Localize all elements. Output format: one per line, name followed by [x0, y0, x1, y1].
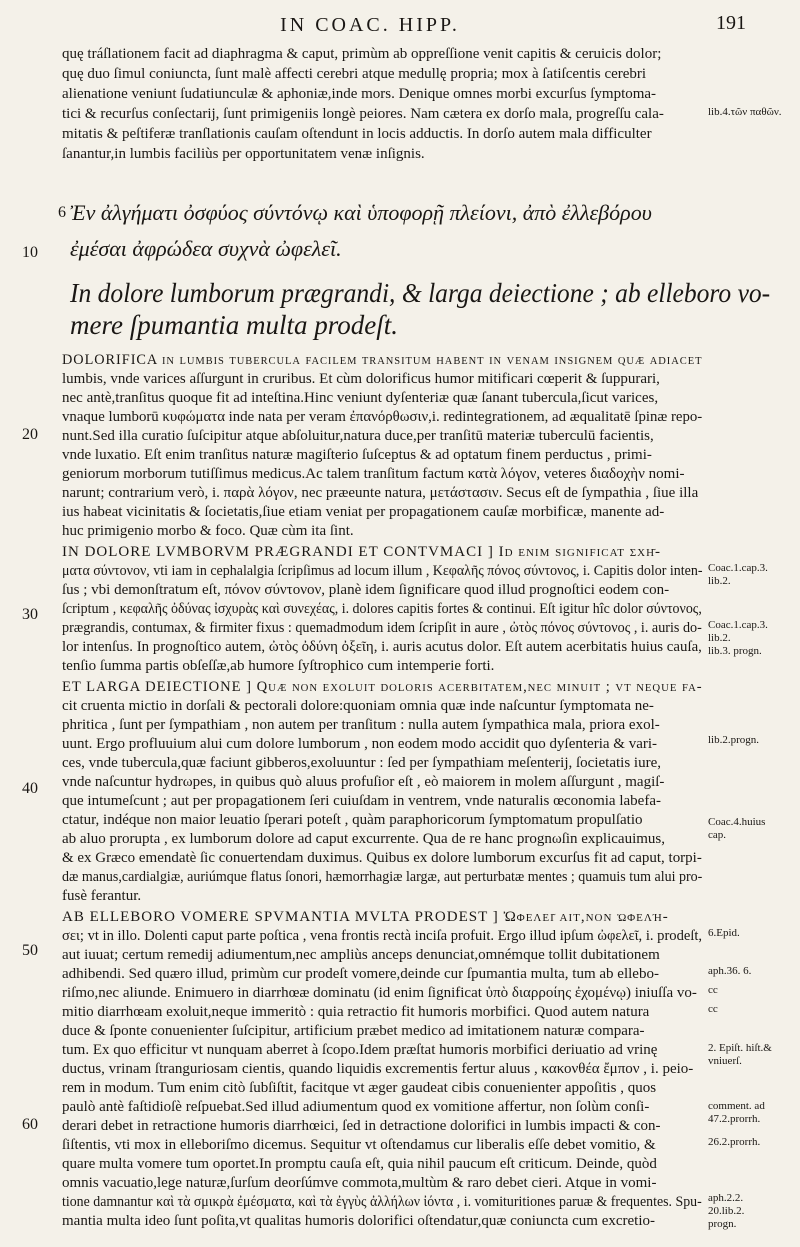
running-head: IN COAC. HIPP. — [280, 14, 460, 36]
text-line: IN DOLORE LVMBORVM PRÆGRANDI ET CONTVMACI ] Id enim ſignificat σχῆ- — [62, 544, 662, 560]
text-line: ces, vnde tubercula,quæ faciunt gibberos,exoluuntur : ſed per ſympathiam meſenterij, ſocietatis iure, — [62, 755, 661, 771]
text-line: ius habeat vicinitatis & ſocietatis,ſiue etiam veniat per propagationem cauſæ morbificæ, manente ad- — [62, 504, 665, 520]
margin-note: cc — [708, 984, 718, 996]
text-line: duce & ſponte conuenienter ſuſcipitur, artificium præbet medico ad imitationem naturæ compara- — [62, 1023, 645, 1039]
aphorism-number: 6 — [58, 204, 66, 221]
text-line: nunt.Sed illa curatio ſuſcipitur atque abſoluitur,natura duce,per tranſitū materiæ tuberculū facientis, — [62, 428, 654, 444]
margin-note: comment. ad — [708, 1100, 765, 1112]
text-line: AB ELLEBORO VOMERE SPVMANTIA MVLTA PRODEST ] Ὠφελεῖ ait,non ὠφελή- — [62, 909, 669, 925]
text-line: quę tráſlationem facit ad diaphragma & caput, primùm ab oppreſſione venit capitis & ceruicis dolor; — [62, 46, 662, 62]
margin-note: 2. Epiſt. hiſt.& — [708, 1042, 772, 1054]
text-line: DOLORIFICA in lumbis tubercula facilem tranſitum habent in venam inſignem quæ adiacet — [62, 352, 703, 368]
text-line: quę duo ſimul coniuncta, ſunt malè affecti cerebri atque medullę propria; mox à ſatiſcentis cerebri — [62, 66, 647, 82]
line-number: 40 — [22, 780, 38, 797]
text-line: nec antè,tranſitus quoque fit ad inteſtina.Hinc veniunt dyſenteriæ quæ ſanant tubercula,ſicut varices, — [62, 390, 659, 406]
text-line: vnde naſcuntur hydrωpes, in quibus quò aluus profuſior eſt , eò maiorem in molem aſſurgunt , magiſ- — [62, 774, 665, 790]
text-line: ab aluo prorupta , ex lumborum dolore ad caput excurrente. Qua de re hanc prognωſin explicauimus, — [62, 831, 666, 847]
text-line: ctatur, indéque non maior leuatio ſperari poteſt , quàm paraphoricorum ſymptomatum propulſatio — [62, 812, 643, 828]
margin-note: vniuerſ. — [708, 1055, 742, 1067]
text-line: alienatione veniunt ſudatiunculæ & aphoniæ,inde mors. Denique omnes morbi excurſus ſymptoma- — [62, 86, 657, 102]
latin-heading-line: In dolore lumborum prægrandi, & larga deiectione ; ab elleboro vo- — [70, 278, 771, 308]
greek-heading-line: Ἐν ἀλγήματι ὀσφύος σύντόνῳ καὶ ὑποφορῇ πλείονι, ἀπὸ ἐλλεβόρου — [70, 200, 652, 225]
margin-note: lib.3. progn. — [708, 645, 762, 657]
text-line: que intumeſcunt ; aut per propagationem ſeri cuiuſdam in ventrem, vnde naturalis œconomia labefa- — [62, 793, 661, 809]
margin-note: lib.2.progn. — [708, 734, 760, 746]
margin-note: lib.2. — [708, 632, 731, 644]
text-line: ματα σύντονον, vti iam in cephalalgia ſcripſimus ad locum illum , Κεφαλῆς πόνος σύντονος, i. Capitis dolor inten- — [62, 563, 703, 579]
text-line: lor intenſus. In prognoſtico autem, ὠτὸς ὀδύνη ὀξεῖη, i. auris acutus dolor. Eſt autem acerbitatis huius cauſa, — [62, 639, 702, 655]
text-line: ductus, vrinam ſtranguriosam cientis, quando liquidis excrementis fertur aluus , κακονθέα ἔμπον , i. peio- — [62, 1061, 694, 1077]
greek-heading-line: ἐμέσαι ἀφρώδεα συχνὰ ὠφελεῖ. — [70, 236, 342, 261]
margin-note: lib.2. — [708, 575, 731, 587]
margin-note: 6.Epid. — [708, 927, 740, 939]
text-line: huc primigenio morbo & foco. Quæ cùm ita ſint. — [62, 523, 354, 539]
text-line: narunt; contrarium verò, i. παρὰ λόγον, nec præeunte natura, μετάστασιν. Secus eſt de ſympathia , ſiue illa — [62, 485, 699, 501]
margin-note: Coac.4.huius — [708, 816, 766, 828]
text-line: fusè ferantur. — [62, 888, 142, 904]
margin-note: aph.36. 6. — [708, 965, 752, 977]
margin-note: 26.2.prorrh. — [708, 1136, 761, 1148]
text-line: ſanantur,in lumbis faciliùs per opportunitatem venæ inſignis. — [62, 146, 425, 162]
text-line: cit cruenta mictio in dorſali & pectorali dolore:quoniam omnia quæ inde naſcuntur ſymptomata ne- — [62, 698, 654, 714]
line-number: 60 — [22, 1116, 38, 1133]
margin-note: Coac.1.cap.3. — [708, 619, 768, 631]
text-line: tione damnantur καὶ τὰ σμικρὰ ἐμέσματα, καὶ τὰ ἐγγὺς ἀλλήλων ἰόντα , i. vomituritiones paruæ & frequentes. Spu- — [62, 1194, 702, 1210]
text-line: ET LARGA DEIECTIONE ] Quæ non exoluit doloris acerbitatem,nec minuit ; vt neque fa- — [62, 679, 703, 695]
line-number: 20 — [22, 426, 38, 443]
text-line: omnis vacuatio,lege naturæ,ſurſum deorſúmve commota,multùm & raro debet cieri. Atque in vomi- — [62, 1175, 657, 1191]
text-line: derari debet in retractione humoris diarrhœici, ſed in detractione dolorifici in lumbis impacti & con- — [62, 1118, 661, 1134]
latin-heading-line: mere ſpumantia multa prodeſt. — [70, 310, 398, 340]
line-number: 10 — [22, 244, 38, 261]
margin-note: Coac.1.cap.3. — [708, 562, 768, 574]
text-line: tenſio ſumma partis obſeſſæ,ab humore ſyſtrophico cum intemperie forti. — [62, 658, 495, 674]
text-line: σει; vt in illo. Dolenti caput parte poſtica , vena frontis rectà inciſa profuit. Ergo illud ipſum ὠφελεῖ, i. prodeſt, — [62, 928, 703, 944]
text-line: vnaque lumborū κυφώματα inde nata per veram ἐπανόρθωσιν,i. redintegrationem, ad æqualitatē ſpinæ repo- — [62, 409, 703, 425]
margin-note: lib.4.τῶν παθῶν. — [708, 106, 782, 118]
text-line: ſcriptum , κεφαλῆς ὀδύνας ἰσχυρὰς καὶ συνεχέας, i. dolores capitis fortes & continui. Eſt igitur hîc dolor σύντονος, — [62, 601, 702, 617]
text-line: mitio diarrhœam exoluit,neque immeritò : quia retractio fit humoris morbifici. Quod autem natura — [62, 1004, 650, 1020]
text-line: mantia multa ideo ſunt poſita,vt qualitas humoris dolorifici oſtendatur,quæ coniuncta cum excretio- — [62, 1213, 656, 1229]
text-line: lumbis, vnde varices aſſurgunt in cruribus. Et cùm dolorificus humor mitificari cœperit & ſuppurari, — [62, 371, 660, 387]
text-line: mitatis & peſtiferæ tranſlationis cauſam oſtendunt in locis adductis. In dorſo autem mala difficulter — [62, 126, 652, 142]
text-line: dæ manus,cardialgiæ, auriúmque flatus ſonori, hæmorrhagiæ largæ, aut perturbatæ mentes ; quamuis tum alui pro- — [62, 869, 703, 885]
margin-note: cap. — [708, 829, 727, 841]
margin-note: cc — [708, 1003, 718, 1015]
text-line: geniorum morborum tutiſſimus medicus.Ac talem tranſitum factum κατὰ λόγον, veteres διαδοχὴν nomi- — [62, 466, 685, 482]
text-line: phritica , ſunt per ſympathiam , non autem per tranſitum : nulla autem ſympathica mala, priora exol- — [62, 717, 660, 733]
margin-note: aph.2.2. — [708, 1192, 744, 1204]
page-number: 191 — [716, 12, 746, 34]
text-line: vnde luxatio. Eſt enim tranſitus naturæ magiſterio ſuſceptus & ad optatum finem perductus , primi- — [62, 447, 652, 463]
text-line: aut iuuat; certum remedij adiumentum,nec ampliùs anceps denunciat,omnémque tollit dubitationem — [62, 947, 660, 963]
text-line: tum. Ex quo efficitur vt nunquam aberret à ſcopo.Idem præſtat humoris morbifici deriuatio ad vrinę — [62, 1042, 658, 1058]
margin-note: 20.lib.2. — [708, 1205, 745, 1217]
text-line: rem in modum. Tum enim citò ſubſiſtit, facitque vt æger gaudeat cibis conuenienter appoſitis , quos — [62, 1080, 657, 1096]
text-line: & ex Græco emendatè ſic conuertendam duximus. Quibus ex dolore lumborum excurſus fit ad caput, torpi- — [62, 850, 702, 866]
text-line: prægrandis, contumax, & firmiter fixus : quemadmodum idem ſcripſit in aure , ὠτὸς πόνος σύντονος , i. auris do- — [62, 620, 702, 636]
line-number: 50 — [22, 942, 38, 959]
line-number: 30 — [22, 606, 38, 623]
text-line: adhibendi. Sed quæro illud, primùm cur prodeſt vomere,deinde cur ſpumantia multa, tum ab ellebo- — [62, 966, 659, 982]
text-line: ſiſtentis, vti mox in elleboriſmo dicemus. Sequitur vt oſtendamus cur liberalis eſſe debet vomitio, & — [62, 1137, 656, 1153]
margin-note: 47.2.prorrh. — [708, 1113, 761, 1125]
text-line: paulò antè faſtidioſè reſpuebat.Sed illud adiumentum quod ex vomitione affertur, non ſolùm conſi- — [62, 1099, 650, 1115]
text-line: ſus ; vbi demonſtratum eſt, πόνον σύντονον, planè idem ſignificare quod illud prognoſtici eodem con- — [62, 582, 670, 598]
text-line: quare multa vomere tum oportet.In promptu cauſa eſt, quia nihil paucum eſt criticum. Deinde, quòd — [62, 1156, 657, 1172]
text-line: tici & recurſus conſectarij, ſunt primigeniis longè peiores. Nam cætera ex dorſo mala, progreſſu cala- — [62, 106, 664, 122]
text-line: uunt. Ergo profluuium alui cum dolore lumborum , non eodem modo accidit quo dyſenteria & vari- — [62, 736, 658, 752]
margin-note: progn. — [708, 1218, 737, 1230]
text-line: riſmo,nec aliunde. Enimuero in diarrhœæ dominatu (id enim ſignificat ὑπὸ διαρροίης ἐχομένῳ) iniuſſa vo- — [62, 985, 697, 1001]
